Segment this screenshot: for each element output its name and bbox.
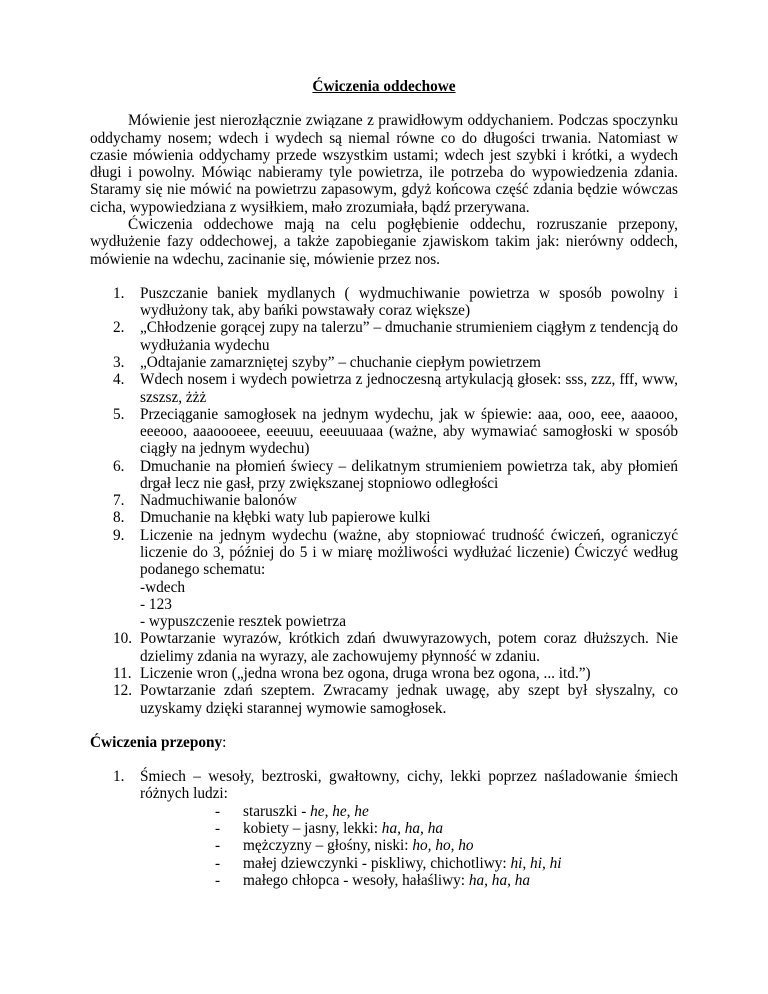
dash-item bbox=[215, 803, 678, 820]
list-item bbox=[90, 682, 678, 717]
list-item-text: Liczenie na jednym wydechu (ważne, aby stopniować trudność ćwiczeń, ograniczyć liczenie do 3, później do 5 i w miarę możliwości wydłużać liczenie) Ćwiczyć według podanego schematu: bbox=[140, 526, 678, 579]
dash-item-sound: hi, hi, hi bbox=[510, 854, 562, 872]
list-item-text: Przeciąganie samogłosek na jednym wydechu, jak w śpiewie: aaa, ooo, eee, aaaooo, eeeooo, aaaoooeee, eeeuuu, eeeuuuaaa (ważne, aby wymawiać samogłoski w sposób ciągły na jednym wydechu) bbox=[140, 405, 678, 458]
dash-item-sound: ho, ho, ho bbox=[412, 837, 474, 855]
dash-item-label: staruszki - bbox=[243, 802, 311, 820]
intro-paragraph-1: Mówienie jest nierozłącznie związane z prawidłowym oddychaniem. Podczas spoczynku oddychamy nosem; wdech i wydech są niemal równe co do długości trwania. Natomiast w czasie mówienia oddychamy przede wszystkim ustami; wdech jest szybki i krótki, a wydech długi i powolny. Mówiąc nabieramy tyle powietrza, ile potrzeba do wypowiedzenia zdania. Staramy się nie mówić na powietrzu zapasowym, gdyż końcowa część zdania będzie wówczas cicha, wypowiedziana z wysiłkiem, mało zrozumiała, bądź przerywana. bbox=[90, 112, 678, 216]
list-item-text: Dmuchanie na płomień świecy – delikatnym strumieniem powietrza tak, aby płomień drgał lecz nie gasł, przy zwiększanej stopniowo odległości bbox=[140, 457, 678, 492]
schema-line: - wypuszczenie resztek powietrza bbox=[140, 613, 346, 631]
dash-item bbox=[215, 837, 678, 854]
dash-item-sound: ha, ha, ha bbox=[381, 819, 443, 837]
list-item bbox=[90, 354, 678, 371]
list-item bbox=[90, 665, 678, 682]
diaphragm-section-heading-text: Ćwiczenia przepony bbox=[90, 733, 223, 751]
list-item bbox=[90, 527, 678, 631]
dash-item bbox=[215, 855, 678, 872]
list-item-text: Śmiech – wesoły, beztroski, gwałtowny, cichy, lekki poprzez naśladowanie śmiech różnych ludzi: bbox=[140, 768, 678, 803]
list-item-text: Powtarzanie zdań szeptem. Zwracamy jednak uwagę, aby szept był słyszalny, co uzyskamy dzięki starannej wymowie samogłosek. bbox=[140, 682, 678, 717]
list-item-text: Nadmuchiwanie balonów bbox=[140, 492, 297, 510]
diaphragm-section-heading bbox=[90, 734, 678, 751]
list-item-text: Puszczanie baniek mydlanych ( wydmuchiwanie powietrza w sposób powolny i wydłużony tak, aby bańki powstawały coraz większe) bbox=[140, 284, 678, 320]
list-item bbox=[90, 492, 678, 509]
schema-line: - 123 bbox=[140, 595, 172, 613]
list-item bbox=[90, 319, 678, 354]
dash-item-label: kobiety – jasny, lekki: bbox=[243, 819, 382, 837]
list-item-text: „Odtajanie zamarzniętej szyby” – chuchanie ciepłym powietrzem bbox=[140, 353, 541, 371]
list-item bbox=[90, 768, 678, 889]
list-item-text: Dmuchanie na kłębki waty lub papierowe kulki bbox=[140, 509, 431, 527]
schema-line: -wdech bbox=[140, 578, 186, 596]
list-item-text: Wdech nosem i wydech powietrza z jednoczesną artykulacją głosek: sss, zzz, fff, www, szszsz, żżż bbox=[140, 371, 678, 406]
dash-item bbox=[215, 820, 678, 837]
list-item bbox=[90, 285, 678, 320]
dash-item-label: małej dziewczynki - piskliwy, chichotliwy: bbox=[243, 854, 511, 872]
list-item-text: Liczenie wron („jedna wrona bez ogona, druga wrona bez ogona, ... itd.”) bbox=[140, 665, 591, 682]
intro-paragraph-2: Ćwiczenia oddechowe mają na celu pogłębienie oddechu, rozruszanie przepony, wydłużenie fazy oddechowej, a także zapobieganie zjawiskom takim jak: nierówny oddech, mówienie na wdechu, zacinanie się, mówienie przez nos. bbox=[90, 215, 678, 268]
diaphragm-section-heading-colon: : bbox=[222, 733, 227, 751]
dash-item bbox=[215, 872, 678, 889]
list-item-text: „Chłodzenie gorącej zupy na talerzu” – dmuchanie strumieniem ciągłym z tendencją do wydłużania wydechu bbox=[140, 319, 678, 354]
list-item bbox=[90, 371, 678, 406]
dash-item-sound: ha, ha, ha bbox=[468, 871, 531, 889]
dash-item-label: małego chłopca - wesoły, hałaśliwy: bbox=[243, 871, 469, 889]
list-item bbox=[90, 458, 678, 493]
list-item bbox=[90, 406, 678, 458]
dash-item-sound: he, he, he bbox=[310, 802, 369, 820]
list-item bbox=[90, 509, 678, 526]
diaphragm-exercises-list bbox=[90, 768, 678, 889]
breathing-exercises-list bbox=[90, 285, 678, 717]
dash-item-label: mężczyzny – głośny, niski: bbox=[243, 837, 413, 855]
document-title: Ćwiczenia oddechowe bbox=[312, 78, 456, 95]
list-item bbox=[90, 630, 678, 665]
laugh-types-list bbox=[215, 803, 678, 889]
list-item-text: Powtarzanie wyrazów, krótkich zdań dwuwyrazowych, potem coraz dłuższych. Nie dzielimy zdania na wyrazy, ale zachowujemy płynność w zdaniu. bbox=[140, 630, 678, 665]
